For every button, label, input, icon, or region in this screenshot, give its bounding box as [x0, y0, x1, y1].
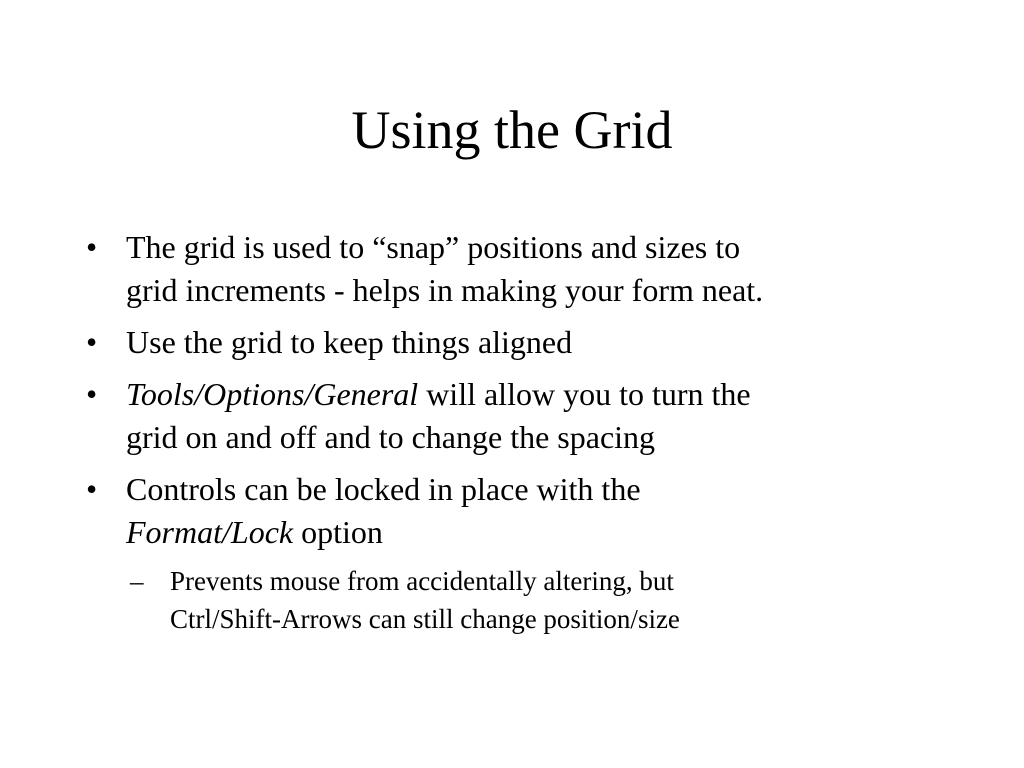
bullet-text: grid on and off and to change the spacing: [126, 419, 656, 455]
bullet-marker-icon: •: [86, 324, 98, 360]
bullet-text: grid increments - helps in making your form neat.: [126, 272, 764, 308]
slide-title: Using the Grid: [351, 100, 673, 160]
menu-path-text: Tools/Options/General: [126, 376, 419, 412]
sub-bullet-list: [130, 562, 966, 638]
bullet-text-rest: option: [293, 514, 383, 550]
sub-bullet-text: Prevents mouse from accidentally altering, but: [170, 566, 674, 596]
bullet-text: Use the grid to keep things aligned: [126, 324, 573, 360]
bullet-text: Controls can be locked in place with the: [126, 471, 641, 507]
bullet-marker-icon: •: [86, 229, 98, 265]
bullet-text-rest: will allow you to turn the: [418, 376, 751, 412]
menu-path-text: Format/Lock: [126, 514, 294, 550]
bullet-text: [126, 373, 966, 416]
bullet-marker-icon: •: [86, 471, 98, 507]
sub-bullet-text: Ctrl/Shift-Arrows can still change position/size: [170, 604, 680, 634]
bullet-text: [126, 511, 966, 554]
bullet-item: [86, 226, 966, 312]
bullet-list: [86, 226, 966, 647]
dash-marker-icon: –: [130, 566, 144, 596]
bullet-item: [86, 321, 966, 364]
bullet-item: [86, 373, 966, 459]
bullet-text: The grid is used to “snap” positions and sizes to: [126, 229, 741, 265]
bullet-item: [86, 468, 966, 638]
bullet-marker-icon: •: [86, 376, 98, 412]
sub-bullet-item: [130, 562, 966, 638]
